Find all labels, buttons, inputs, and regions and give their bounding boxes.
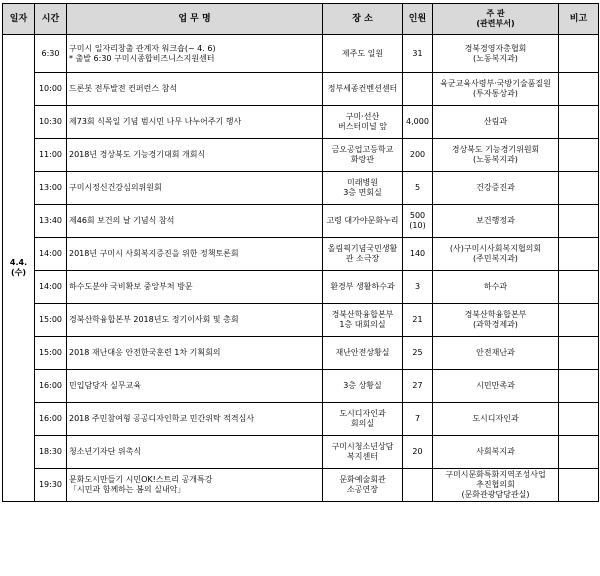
place-cell xyxy=(323,35,403,73)
time-cell-line: 10:00 xyxy=(38,84,63,93)
task-cell xyxy=(67,337,323,370)
place-cell xyxy=(323,139,403,172)
org-cell-line: 도시디자인과 xyxy=(472,414,519,423)
place-cell-line: 관 소극장 xyxy=(345,254,380,263)
time-cell xyxy=(35,139,67,172)
header-org-sub: (관련부서) xyxy=(476,19,515,28)
place-cell xyxy=(323,238,403,271)
place-cell-line: 화랑관 xyxy=(350,155,375,164)
time-cell xyxy=(35,436,67,469)
header-time: 시간 xyxy=(35,4,67,35)
org-cell xyxy=(433,106,559,139)
count-cell-line: 5 xyxy=(414,183,421,192)
task-cell-line: 드론봇 전투발전 컨퍼런스 참석 xyxy=(69,84,178,93)
table-row xyxy=(3,139,599,172)
table-row xyxy=(3,271,599,304)
count-cell xyxy=(403,370,433,403)
note-cell xyxy=(559,271,599,304)
count-cell-line: 21 xyxy=(412,315,423,324)
time-cell-line: 16:00 xyxy=(38,381,63,390)
place-cell-line: 구미시청소년상담 xyxy=(331,442,394,451)
place-cell-line: 제주도 일원 xyxy=(341,48,384,58)
header-note: 비고 xyxy=(559,4,599,35)
time-cell xyxy=(35,172,67,205)
time-cell-line: 6:30 xyxy=(41,48,60,58)
time-cell-line: 16:00 xyxy=(38,414,63,423)
place-cell-line: 회의실 xyxy=(350,419,375,428)
count-cell-line: 27 xyxy=(412,381,423,390)
place-cell xyxy=(323,469,403,502)
place-cell xyxy=(323,370,403,403)
count-cell xyxy=(403,469,433,502)
place-cell-line: 경북산학융합본부 xyxy=(331,310,394,319)
org-cell-line: 하수과 xyxy=(483,282,508,291)
place-cell-line: 재난안전상황실 xyxy=(335,348,390,357)
org-cell xyxy=(433,205,559,238)
time-cell xyxy=(35,73,67,106)
date-line2: (수) xyxy=(10,268,27,277)
header-count: 인원 xyxy=(403,4,433,35)
task-cell-line: 2018년 경상북도 기능경기대회 개회식 xyxy=(69,150,206,159)
org-cell-line: 시민만족과 xyxy=(476,381,515,390)
task-cell-line: 하수도분야 국비확보 중앙부처 방문 xyxy=(69,282,193,291)
time-cell xyxy=(35,304,67,337)
table-row xyxy=(3,172,599,205)
task-cell xyxy=(67,436,323,469)
time-cell-line: 15:00 xyxy=(38,348,63,357)
place-cell xyxy=(323,337,403,370)
org-cell xyxy=(433,172,559,205)
schedule-body xyxy=(3,35,599,502)
task-cell-line: 2018 주민참여형 공공디자인학교 민간위탁 적격심사 xyxy=(69,414,255,423)
time-cell xyxy=(35,238,67,271)
count-cell-line: 200 xyxy=(409,150,426,159)
time-cell xyxy=(35,205,67,238)
count-cell xyxy=(403,172,433,205)
note-cell xyxy=(559,73,599,106)
task-cell-line: 「시민과 함께하는 봄의 실내악」 xyxy=(69,485,186,494)
org-cell-line: (투자통상과) xyxy=(473,89,518,98)
note-cell xyxy=(559,205,599,238)
count-cell xyxy=(403,337,433,370)
task-cell xyxy=(67,73,323,106)
time-cell xyxy=(35,271,67,304)
place-cell-line: 버스터미널 앞 xyxy=(338,122,387,131)
task-cell xyxy=(67,304,323,337)
count-cell xyxy=(403,73,433,106)
table-row xyxy=(3,35,599,73)
time-cell-line: 10:30 xyxy=(38,117,63,126)
org-cell-line: 추진협의회 xyxy=(476,480,515,489)
count-cell xyxy=(403,238,433,271)
count-cell xyxy=(403,403,433,436)
task-cell xyxy=(67,469,323,502)
place-cell-line: 3층 면회실 xyxy=(343,188,382,197)
note-cell xyxy=(559,172,599,205)
task-cell xyxy=(67,403,323,436)
org-cell xyxy=(433,271,559,304)
org-cell xyxy=(433,73,559,106)
date-cell xyxy=(3,35,35,502)
org-cell xyxy=(433,337,559,370)
header-place: 장 소 xyxy=(323,4,403,35)
task-cell-line: 문화도시만들기 시민OK!스트리 공개특강 xyxy=(69,475,213,484)
task-cell xyxy=(67,106,323,139)
org-cell-line: 안전재난과 xyxy=(476,348,515,357)
task-cell xyxy=(67,370,323,403)
count-cell xyxy=(403,271,433,304)
note-cell xyxy=(559,35,599,73)
place-cell-line: 미래병원 xyxy=(347,178,378,187)
table-row xyxy=(3,436,599,469)
time-cell-line: 14:00 xyxy=(38,249,63,258)
time-cell-line: 14:00 xyxy=(38,282,63,291)
place-cell-line: 도시디자인과 xyxy=(339,409,386,418)
note-cell xyxy=(559,370,599,403)
org-cell-line: 보건행정과 xyxy=(476,216,515,225)
note-cell xyxy=(559,304,599,337)
count-cell-line: 140 xyxy=(409,249,426,258)
org-cell-line: 산림과 xyxy=(483,117,508,126)
org-cell-line: (노동복지과) xyxy=(473,155,518,164)
place-cell-line: 금오공업고등학교 xyxy=(331,145,394,154)
count-cell-line: 25 xyxy=(412,348,423,357)
time-cell xyxy=(35,370,67,403)
org-cell-line: 육군교육사령부·국방기술품질원 xyxy=(440,79,551,88)
time-cell xyxy=(35,403,67,436)
place-cell-line: 구미·선산 xyxy=(345,112,380,121)
note-cell xyxy=(559,238,599,271)
org-cell-line: 사회복지과 xyxy=(476,447,515,456)
note-cell xyxy=(559,106,599,139)
count-cell xyxy=(403,304,433,337)
table-row xyxy=(3,370,599,403)
table-row xyxy=(3,106,599,139)
place-cell-line: 1층 대회의실 xyxy=(339,320,386,329)
task-cell xyxy=(67,271,323,304)
place-cell xyxy=(323,73,403,106)
place-cell-line: 문화예술회관 xyxy=(339,475,386,484)
task-cell xyxy=(67,172,323,205)
task-cell-line: 제73회 식목일 기념 범시민 나무 나누어주기 행사 xyxy=(69,117,242,126)
task-cell-line: 2018년 구미시 사회복지증진을 위한 정책토론회 xyxy=(69,249,239,258)
table-row xyxy=(3,304,599,337)
task-cell-line: * 출발 6:30 구미시종합비즈니스지원센터 xyxy=(69,53,215,63)
time-cell-line: 18:30 xyxy=(38,447,63,456)
header-row xyxy=(3,4,599,35)
place-cell xyxy=(323,205,403,238)
org-cell-line: (사)구미시사회복지협의회 xyxy=(449,244,542,253)
task-cell-line: 구미시 일자리창출 관계자 워크숍(~ 4. 6) xyxy=(69,43,216,53)
org-cell xyxy=(433,469,559,502)
count-cell xyxy=(403,106,433,139)
schedule-table xyxy=(2,3,599,502)
org-cell-line: (노동복지과) xyxy=(473,53,518,63)
header-task: 업 무 명 xyxy=(67,4,323,35)
org-cell-line: (과학경제과) xyxy=(473,320,518,329)
header-date: 일자 xyxy=(3,4,35,35)
place-cell-line: 소공연장 xyxy=(347,485,378,494)
count-cell-line: 31 xyxy=(412,48,423,58)
note-cell xyxy=(559,469,599,502)
table-row xyxy=(3,337,599,370)
place-cell xyxy=(323,304,403,337)
task-cell-line: 구미시정신건강심의위원회 xyxy=(69,183,162,192)
org-cell xyxy=(433,403,559,436)
count-cell-line: 3 xyxy=(414,282,421,291)
header-org-label: 주 관 xyxy=(486,9,505,18)
time-cell-line: 19:30 xyxy=(38,480,63,489)
org-cell xyxy=(433,238,559,271)
count-cell xyxy=(403,436,433,469)
time-cell-line: 13:40 xyxy=(38,216,63,225)
count-cell-line: 500 xyxy=(409,211,426,220)
task-cell xyxy=(67,139,323,172)
place-cell-line: 올림픽기념국민생활 xyxy=(327,244,398,253)
count-cell-line: 7 xyxy=(414,414,421,423)
table-row xyxy=(3,205,599,238)
org-cell-line: (문화관광담당관실) xyxy=(461,490,530,499)
org-cell-line: 건강증진과 xyxy=(476,183,515,192)
org-cell xyxy=(433,304,559,337)
count-cell xyxy=(403,205,433,238)
note-cell xyxy=(559,337,599,370)
note-cell xyxy=(559,139,599,172)
table-row xyxy=(3,403,599,436)
place-cell-line: 정부세종컨벤션센터 xyxy=(327,84,398,93)
task-cell-line: 청소년기자단 위촉식 xyxy=(69,447,142,456)
count-cell xyxy=(403,139,433,172)
count-cell xyxy=(403,35,433,73)
header-org xyxy=(433,4,559,35)
org-cell-line: 경북산학융합본부 xyxy=(464,310,527,319)
time-cell xyxy=(35,106,67,139)
time-cell-line: 11:00 xyxy=(38,150,63,159)
org-cell xyxy=(433,370,559,403)
note-cell xyxy=(559,403,599,436)
org-cell xyxy=(433,436,559,469)
place-cell xyxy=(323,403,403,436)
org-cell-line: 구미시문화특화지역조성사업 xyxy=(445,470,546,479)
time-cell xyxy=(35,35,67,73)
time-cell xyxy=(35,337,67,370)
time-cell-line: 13:00 xyxy=(38,183,63,192)
count-cell-line: 4,000 xyxy=(406,117,429,126)
task-cell-line: 민입담당자 실무교육 xyxy=(69,381,142,390)
task-cell-line: 제46회 보건의 날 기념식 참석 xyxy=(69,216,175,225)
count-cell-line: (10) xyxy=(409,221,426,230)
place-cell-line: 고령 대가야문화누리 xyxy=(326,216,399,225)
task-cell xyxy=(67,35,323,73)
org-cell-line: 경상북도 기능경기위원회 xyxy=(451,145,540,154)
place-cell-line: 환경부 생활하수과 xyxy=(330,282,395,291)
task-cell xyxy=(67,205,323,238)
place-cell-line: 3층 상황실 xyxy=(343,381,382,390)
task-cell-line: 2018 재난대응 안전한국훈련 1차 기획회의 xyxy=(69,348,221,357)
org-cell-line: 경북경영자총협회 xyxy=(464,43,527,53)
org-cell-line: (주민복지과) xyxy=(473,254,518,263)
place-cell xyxy=(323,172,403,205)
place-cell-line: 복지센터 xyxy=(347,452,378,461)
time-cell-line: 15:00 xyxy=(38,315,63,324)
table-row xyxy=(3,73,599,106)
place-cell xyxy=(323,436,403,469)
org-cell xyxy=(433,35,559,73)
note-cell xyxy=(559,436,599,469)
table-row xyxy=(3,238,599,271)
table-row xyxy=(3,469,599,502)
date-line1: 4.4. xyxy=(9,258,28,267)
task-cell xyxy=(67,238,323,271)
place-cell xyxy=(323,106,403,139)
org-cell xyxy=(433,139,559,172)
time-cell xyxy=(35,469,67,502)
task-cell-line: 경북산학융합본부 2018년도 정기이사회 및 총회 xyxy=(69,315,239,324)
count-cell-line: 20 xyxy=(412,447,423,456)
place-cell xyxy=(323,271,403,304)
